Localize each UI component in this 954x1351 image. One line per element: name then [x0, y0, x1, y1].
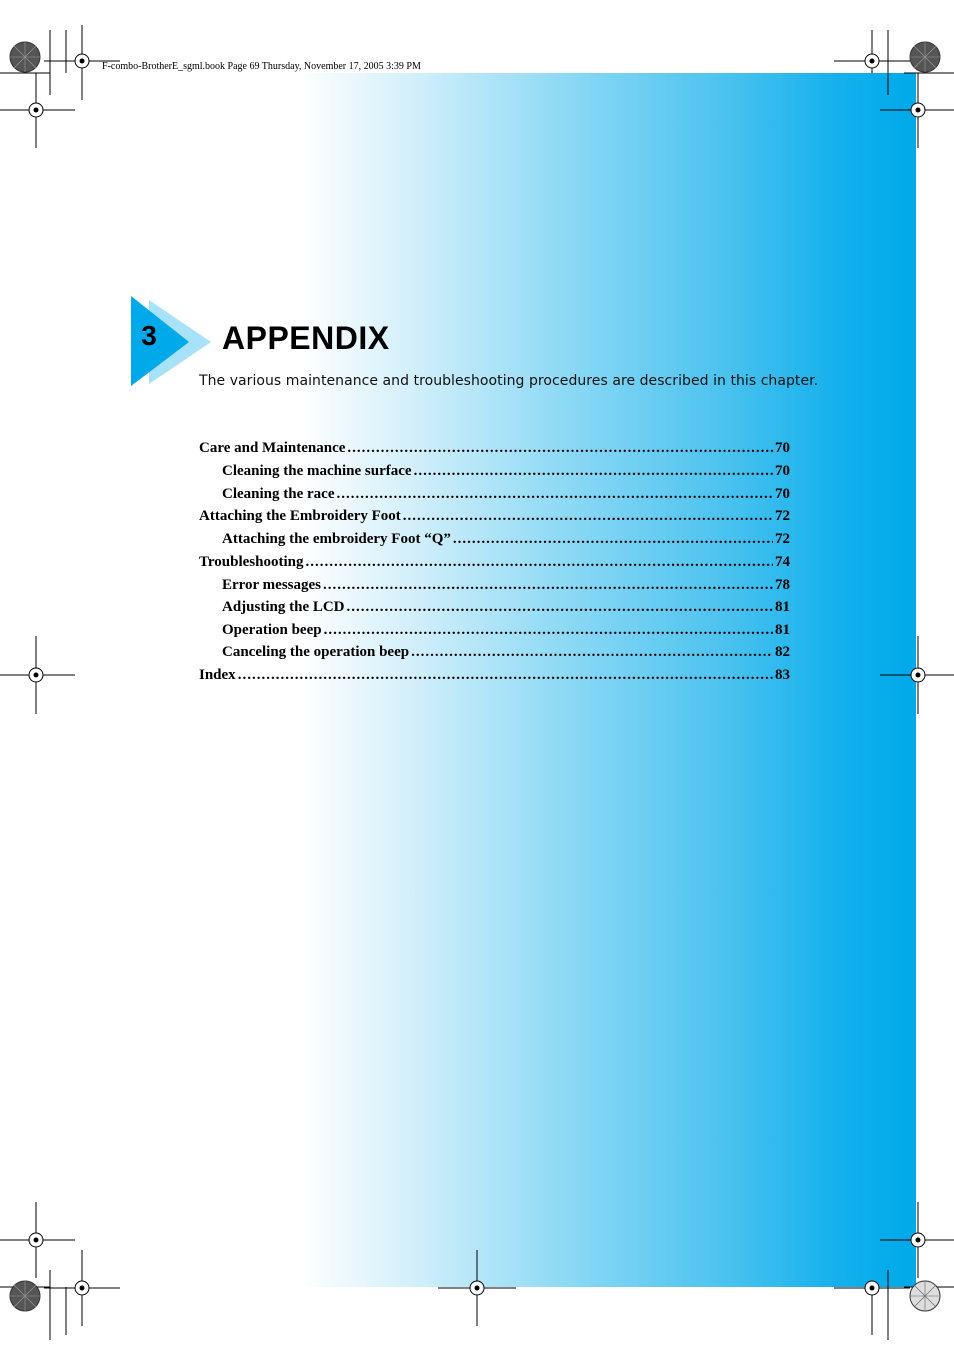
toc-page-number: 70 — [775, 440, 790, 456]
toc-entry[interactable] — [199, 644, 790, 667]
toc-entry[interactable] — [199, 508, 790, 531]
toc-entry[interactable] — [199, 622, 790, 645]
toc-leader-dots — [324, 622, 773, 639]
toc-leader-dots — [238, 667, 773, 684]
toc-leader-dots — [323, 577, 773, 594]
toc-leader-dots — [414, 463, 773, 480]
toc-entry[interactable] — [199, 599, 790, 622]
toc-entry[interactable] — [199, 667, 790, 690]
toc-label: Adjusting the LCD — [222, 599, 345, 615]
toc-label: Error messages — [222, 576, 322, 593]
toc-label: Attaching the Embroidery Foot — [199, 508, 401, 524]
toc-entry[interactable] — [199, 531, 790, 554]
toc-page-number: 74 — [775, 553, 790, 570]
toc-entry[interactable] — [199, 440, 790, 463]
toc-page-number: 72 — [775, 508, 790, 524]
toc-label: Cleaning the machine surface — [222, 463, 412, 479]
toc-leader-dots — [336, 486, 773, 503]
toc-page-number: 70 — [775, 485, 790, 502]
toc-label: Care and Maintenance — [199, 440, 346, 456]
toc-label: Cleaning the race — [222, 485, 335, 502]
chapter-title: APPENDIX — [222, 320, 390, 356]
chapter-number: 3 — [141, 320, 157, 351]
toc-page-number: 72 — [775, 531, 790, 547]
toc-label: Attaching the embroidery Foot “Q” — [222, 531, 451, 547]
toc-entry[interactable] — [199, 577, 790, 600]
toc-leader-dots — [347, 599, 773, 616]
toc-label: Index — [199, 666, 236, 683]
toc-entry[interactable] — [199, 554, 790, 577]
table-of-contents — [199, 440, 790, 690]
toc-entry[interactable] — [199, 486, 790, 509]
toc-page-number: 83 — [775, 666, 790, 683]
chapter-intro: The various maintenance and troubleshooting procedures are described in this chapter. — [199, 373, 819, 389]
file-info-header: F-combo-BrotherE_sgml.book Page 69 Thursday, November 17, 2005 3:39 PM — [102, 61, 421, 72]
toc-leader-dots — [411, 644, 773, 661]
toc-label: Canceling the operation beep — [222, 644, 410, 660]
toc-page-number: 82 — [775, 644, 790, 660]
toc-leader-dots — [305, 554, 773, 571]
toc-leader-dots — [453, 531, 773, 548]
toc-label: Troubleshooting — [199, 553, 304, 570]
toc-page-number: 78 — [775, 576, 790, 593]
toc-leader-dots — [403, 508, 773, 525]
toc-page-number: 70 — [775, 463, 790, 479]
toc-label: Operation beep — [222, 621, 322, 638]
toc-page-number: 81 — [775, 621, 790, 638]
toc-page-number: 81 — [775, 599, 790, 615]
toc-leader-dots — [347, 440, 773, 457]
toc-entry[interactable] — [199, 463, 790, 486]
